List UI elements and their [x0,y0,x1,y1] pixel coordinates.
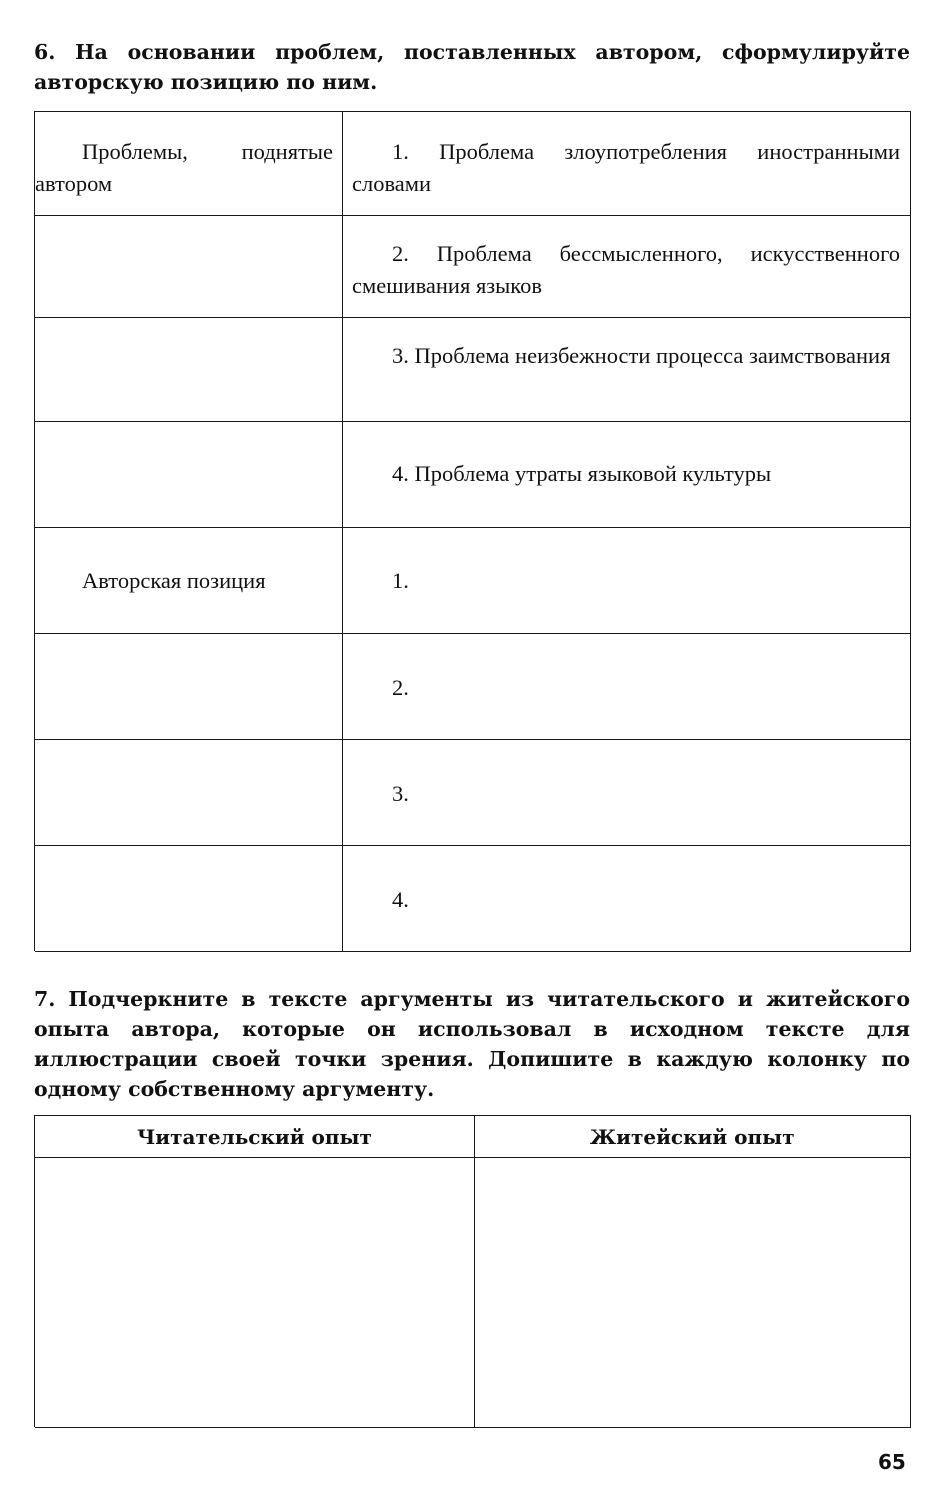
experience-table-body [35,1158,911,1428]
table-row [35,846,911,952]
position-cell-3 [343,740,911,846]
table-row [35,634,911,740]
experience-table [34,1115,911,1427]
table-row [35,528,911,634]
experience-table-header [35,1116,911,1158]
problems-label: Проблемы, поднятые автором [35,139,333,196]
problem-cell-3 [343,318,911,422]
problem-cell-2 [343,216,911,318]
empty-left-cell [35,846,343,952]
position-number-2: 2. [392,675,409,700]
problems-position-table [34,111,911,951]
life-experience-header: Житейский опыт [475,1116,911,1158]
table-row [35,112,911,216]
table-row [35,422,911,528]
position-label: Авторская позиция [82,568,266,593]
position-cell-4 [343,846,911,952]
position-label-cell [35,528,343,634]
table-row [35,740,911,846]
table-row [35,318,911,422]
position-number-4: 4. [392,887,409,912]
page-number: 65 [878,1450,906,1474]
task-7-heading: 7. Подчеркните в тексте аргументы из читательского и житейского опыта автора, которые он использовал в исходном тексте для иллюстрации своей точки зрения. Допишите в каждую колонку по одному собственному аргументу. [34,987,910,1101]
position-cell-2 [343,634,911,740]
position-cell-1 [343,528,911,634]
table-row [35,216,911,318]
problem-text-4: 4. Проблема утраты языковой культуры [392,461,772,486]
problem-text-2: 2. Проблема бессмысленного, искусственного смешивания языков [352,241,900,298]
problem-text-1: 1. Проблема злоупотребления иностранными словами [352,139,900,196]
position-number-1: 1. [392,568,409,593]
problem-text-3: 3. Проблема неизбежности процесса заимствования [392,343,891,368]
life-experience-cell [475,1158,911,1428]
reader-experience-header: Читательский опыт [35,1116,475,1158]
task-6-heading: 6. На основании проблем, поставленных автором, сформулируйте авторскую позицию по ним. [34,40,910,94]
empty-left-cell [35,634,343,740]
problem-cell-4 [343,422,911,528]
empty-left-cell [35,216,343,318]
empty-left-cell [35,740,343,846]
problem-cell-1 [343,112,911,216]
empty-left-cell [35,318,343,422]
problems-label-cell [35,112,343,216]
empty-left-cell [35,422,343,528]
position-number-3: 3. [392,781,409,806]
reader-experience-cell [35,1158,475,1428]
